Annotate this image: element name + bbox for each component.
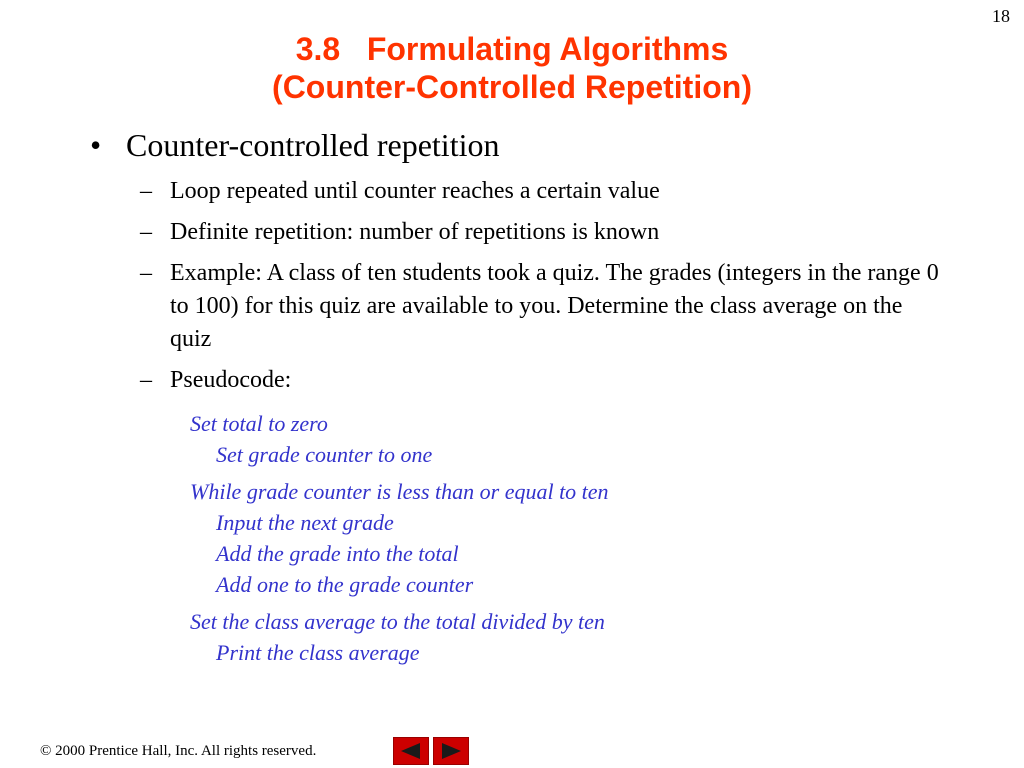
pseudocode-line: Add the grade into the total: [216, 541, 459, 566]
main-bullet-text: Counter-controlled repetition: [126, 127, 500, 163]
pseudocode-line: Input the next grade: [216, 510, 394, 535]
slide-title: [0, 30, 1024, 106]
sub-bullet-list: [140, 175, 940, 405]
pseudocode-line: Set grade counter to one: [216, 442, 433, 467]
copyright-footer: © 2000 Prentice Hall, Inc. All rights reserved.: [40, 743, 317, 759]
title-line-2: (Counter-Controlled Repetition): [272, 69, 752, 105]
pseudocode-block: [190, 408, 609, 674]
pseudocode-line: While grade counter is less than or equal to ten: [190, 479, 609, 504]
arrow-left-icon: [398, 742, 424, 760]
dash-icon: –: [140, 219, 152, 245]
pseudocode-group: [190, 408, 609, 470]
sub-bullet-text: Pseudocode:: [170, 367, 292, 393]
next-slide-button[interactable]: [433, 737, 469, 765]
sub-bullet: [140, 175, 940, 208]
pseudocode-group: [190, 476, 609, 600]
sub-bullet: [140, 257, 940, 356]
dash-icon: –: [140, 367, 152, 393]
sub-bullet-text: Example: A class of ten students took a quiz. The grades (integers in the range 0 to 100) for this quiz are available to you. Determine the class average on the quiz: [170, 260, 939, 352]
sub-bullet: [140, 216, 940, 249]
slide-navigation: [393, 737, 469, 765]
sub-bullet: [140, 364, 940, 397]
bullet-icon: •: [90, 127, 102, 163]
pseudocode-line: Set the class average to the total divided by ten: [190, 609, 605, 634]
pseudocode-group: [190, 606, 609, 668]
page-number: 18: [992, 6, 1010, 26]
sub-bullet-text: Definite repetition: number of repetitions is known: [170, 219, 660, 245]
dash-icon: –: [140, 260, 152, 286]
previous-slide-button[interactable]: [393, 737, 429, 765]
pseudocode-line: Print the class average: [216, 640, 420, 665]
main-bullet: [90, 126, 499, 164]
pseudocode-line: Set total to zero: [190, 411, 328, 436]
arrow-right-icon: [438, 742, 464, 760]
sub-bullet-text: Loop repeated until counter reaches a certain value: [170, 178, 660, 204]
dash-icon: –: [140, 178, 152, 204]
pseudocode-line: Add one to the grade counter: [216, 572, 474, 597]
title-line-1: 3.8 Formulating Algorithms: [295, 31, 729, 67]
